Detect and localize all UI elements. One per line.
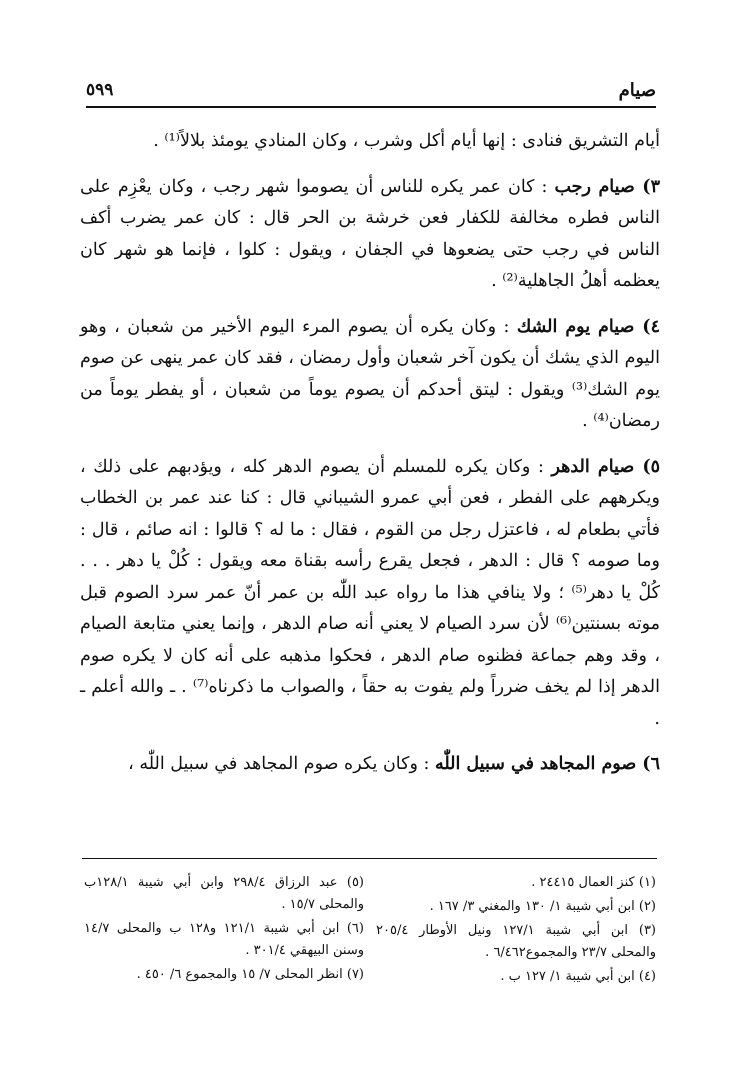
paragraph-text: : وكان يكره للمسلم أن يصوم الدهر كله ، ويؤدبهم على ذلك ، ويكرههم على الفطر ، فعن أبي عمرو الشيباني قال : كنا عند عمر بن الخطاب فأتي بطعام له ، فاعتزل رجل من القوم ، فقال : ما له ؟ قالوا : انه صائم ، قال : وما صومه ؟ قال : الدهر ، فجعل يقرع رأسه بقناة معه ويقول : كُلْ يا دهر . . . كُلْ يا دهر⁽⁵⁾ ؛ ولا ينافي هذا ما رواه عبد اللّٰه بن عمر أنّ عمر سرد الصوم قبل موته بسنتين⁽⁶⁾ لأن سرد الصيام لا يعني أنه صام الدهر ، وإنما يعني متابعة الصيام ، وقد وهم جماعة فظنوه صام الدهر ، فحكوا مذهبه على أنه كان لا يكره صوم الدهر إذا لم يخف ضرراً ولم يفوت به حقاً ، والصواب ما ذكرناه⁽⁷⁾ . ـ والله أعلم ـ .: [80, 456, 660, 729]
paragraph-text: : وكان يكره صوم المجاهد في سبيل اللّٰه ،: [128, 754, 435, 774]
section-heading: ٣) صيام رجب: [554, 176, 660, 197]
footnote: (٥) عبد الرزاق ٢٩٨/٤ وابن أبي شيبة ١٢٨/١ب والمحلى ١٥/٧ .: [84, 875, 364, 912]
paragraph-doubt-day-fasting: [80, 312, 660, 438]
footnote: (٧) انظر المحلى ٧/ ١٥ والمجموع ٦/ ٤٥٠ .: [136, 967, 364, 982]
section-heading: ٤) صيام يوم الشك: [516, 316, 660, 337]
main-text: [80, 126, 660, 795]
paragraph-text: : وكان يكره أن يصوم المرء اليوم الأخير من شعبان ، وهو اليوم الذي يشك أن يكون آخر شعبان وأول رمضان ، فقد كان عمر ينهى عن صوم يوم الشك⁽³⁾ ويقول : ليتق أحدكم أن يصوم يوماً من شعبان ، أو يفطر يوماً من رمضان⁽⁴⁾ .: [80, 316, 660, 431]
paragraph-mujahid-fasting: [80, 749, 660, 781]
footnote: (١) كنز العمال ٢٤٤١٥ .: [531, 875, 656, 890]
running-title: صيام: [618, 80, 656, 101]
section-heading: ٥) صيام الدهر: [551, 456, 661, 477]
footnote: (٣) ابن أبي شيبة ١٢٧/١ ونيل الأوطار ٢٠٥/٤ والمحلى ٢٣/٧ والمجموع٦/٤٦٢ .: [376, 923, 656, 960]
footnote: (٦) ابن أبي شيبة ١٢١/١ و١٢٨ ب والمحلى ١٤/٧ وسنن البيهقي ٣٠١/٤ .: [84, 921, 364, 958]
footnote: (٢) ابن أبي شيبة ١/ ١٣٠ والمغني ٣/ ١٦٧ .: [429, 899, 656, 914]
page-number: ٥٩٩: [86, 80, 114, 100]
footnotes: [84, 872, 656, 990]
footnotes-right-column: [376, 872, 656, 990]
header-rule: [86, 106, 656, 108]
paragraph-text: : كان عمر يكره للناس أن يصوموا شهر رجب ، وكان يعْزِم على الناس فطره مخالفة للكفار فعن خرشة بن الحر قال : كان عمر يضرب أكف الناس في رجب حتى يضعوها في الجفان ، ويقول : كلوا ، فإنما هو شهر كان يعظمه أهلُ الجاهلية⁽²⁾ .: [80, 176, 660, 291]
footnotes-left-column: [84, 872, 364, 990]
page-header: [86, 80, 656, 104]
footnote: (٤) ابن أبي شيبة ١/ ١٢٧ ب .: [500, 969, 656, 984]
paragraph-perpetual-fasting: [80, 452, 660, 736]
section-heading: ٦) صوم المجاهد في سبيل اللّٰه: [434, 754, 660, 774]
paragraph-rajab-fasting: [80, 172, 660, 298]
footnote-rule: [82, 858, 657, 859]
paragraph-continuation: أيام التشريق فنادى : إنها أيام أكل وشرب ، وكان المنادي يومئذ بلالاً⁽¹⁾ .: [153, 131, 660, 151]
